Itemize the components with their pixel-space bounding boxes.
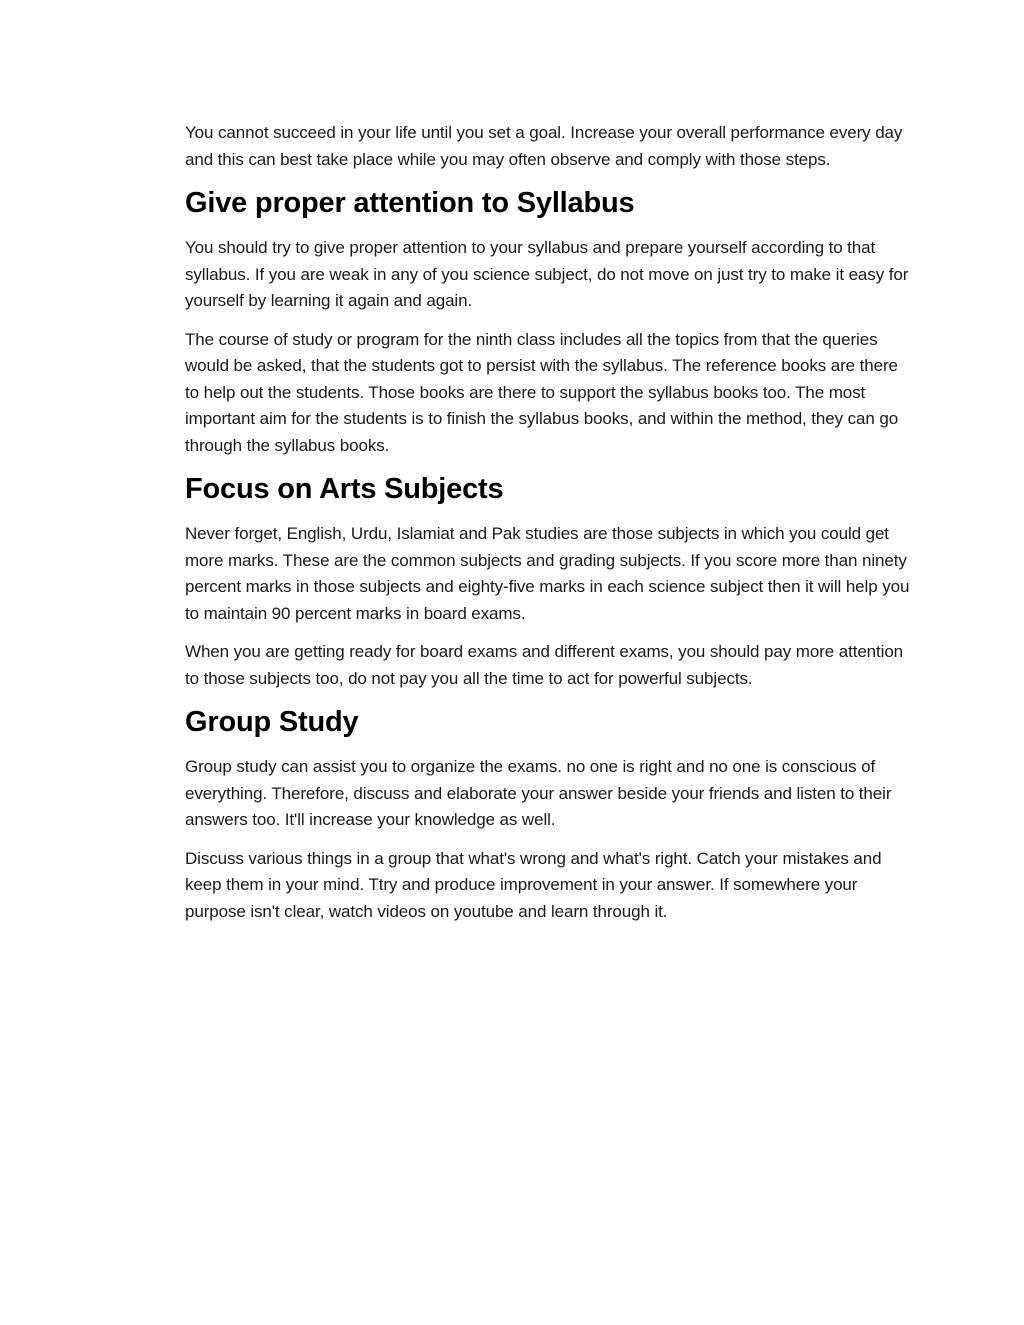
section-heading-syllabus: Give proper attention to Syllabus xyxy=(185,187,635,219)
arts-paragraph-2: When you are getting ready for board exams and different exams, you should pay more attention to those subjects too, do not pay you all the time to act for powerful subjects. xyxy=(185,642,904,688)
group-study-paragraph-2: Discuss various things in a group that what's wrong and what's right. Catch your mistakes and keep them in your mind. Ttry and produce improvement in your answer. If somewhere your purpose isn't clear, watch videos on youtube and learn through it. xyxy=(185,848,882,921)
syllabus-paragraph-2: The course of study or program for the ninth class includes all the topics from that the queries would be asked, that the students got to persist with the syllabus. The reference books are there to help out the students. Those books are there to support the syllabus books too. The most important aim for the students is to finish the syllabus books, and within the method, they can go through the syllabus books. xyxy=(185,329,899,455)
group-study-paragraph-1: Group study can assist you to organize the exams. no one is right and no one is conscious of everything. Therefore, discuss and elaborate your answer beside your friends and listen to their answers too. It'll increase your knowledge as well. xyxy=(185,757,892,829)
section-heading-arts-subjects: Focus on Arts Subjects xyxy=(185,473,504,505)
intro-paragraph: You cannot succeed in your life until you set a goal. Increase your overall performance every day and this can best take place while you may often observe and comply with those steps. xyxy=(185,123,903,169)
section-heading-group-study: Group Study xyxy=(185,706,359,738)
syllabus-paragraph-1: You should try to give proper attention to your syllabus and prepare yourself according to that syllabus. If you are weak in any of you science subject, do not move on just try to make it easy for yourself by learning it again and again. xyxy=(185,238,909,310)
arts-paragraph-1: Never forget, English, Urdu, Islamiat and Pak studies are those subjects in which you could get more marks. These are the common subjects and grading subjects. If you score more than ninety percent marks in those subjects and eighty-five marks in each science subject then it will help you to maintain 90 percent marks in board exams. xyxy=(185,524,910,623)
document-page xyxy=(185,120,910,937)
